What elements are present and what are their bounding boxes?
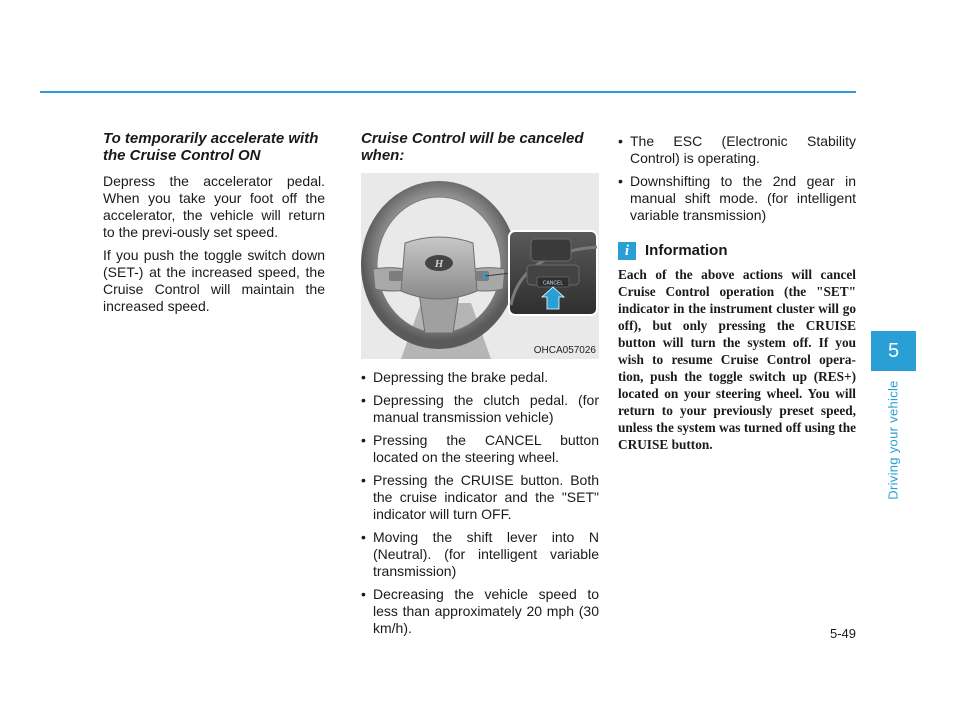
chapter-label: Driving your vehicle [885,380,901,500]
right-column [618,133,856,453]
header-rule [40,91,856,93]
list-item: • Depressing the clutch pedal. (for manual transmission vehicle) [361,392,599,426]
list-item: • Decreasing the vehicle speed to less than approximately 20 mph (30 km/h). [361,586,599,637]
list-item: • Pressing the CRUISE button. Both the cruise indicator and the "SET" indicator will turn OFF. [361,472,599,523]
paragraph-1: Depress the accelerator pedal. When you take your foot off the accelerator, the vehicle will return to the previ-ously set speed. [103,173,325,240]
list-item: • Moving the shift lever into N (Neutral). (for intelligent variable transmission) [361,529,599,580]
information-body: Each of the above actions will cancel Cruise Control operation (the "SET" indicator in the instrument cluster will go off), but only pressing the CRUISE button will turn the system off. If you wish to resume Cruise Control opera-tion, push the toggle switch up (RES+) located on your steering wheel. You will return to your previously preset speed, unless the system was turned off using the CRUISE button. [618,267,856,452]
svg-text:H: H [434,258,444,270]
figure-code: OHCA057026 [533,345,596,356]
list-item: • Pressing the CANCEL button located on the steering wheel. [361,432,599,466]
paragraph-2: If you push the toggle switch down (SET-) at the increased speed, the Cruise Control will maintain the increased speed. [103,247,325,314]
middle-column [361,130,599,643]
steering-wheel-illustration [361,173,599,359]
information-icon: i [618,242,636,260]
page-number: 5-49 [829,626,856,641]
cancel-conditions-list [361,369,599,637]
cancel-conditions-list-continued [618,133,856,224]
information-header [618,242,856,260]
information-title: Information [645,242,728,259]
list-item: • Depressing the brake pedal. [361,369,599,386]
section-heading-temporary-accelerate: To temporarily accelerate with the Cruise Control ON [103,130,319,164]
steering-wheel-figure [361,173,599,359]
cancel-button-label: CANCEL [542,280,564,287]
section-heading-cancel-conditions: Cruise Control will be canceled when: [361,130,584,164]
list-item: • The ESC (Electronic Stability Control) is operating. [618,133,856,167]
chapter-tab: 5 [871,331,916,371]
list-item: • Downshifting to the 2nd gear in manual shift mode. (for intelligent variable transmission) [618,173,856,224]
left-column [103,130,325,321]
